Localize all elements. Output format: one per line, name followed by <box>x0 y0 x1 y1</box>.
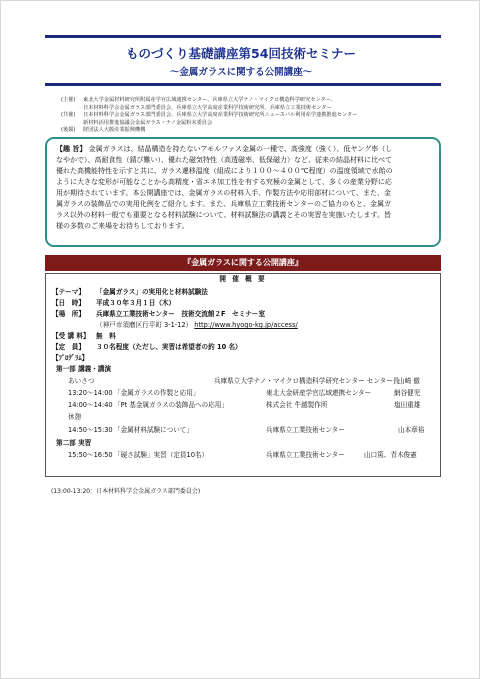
part1-heading: 第一部 講義・講演 <box>56 365 112 373</box>
organizer-row: (後援) 財団法人大阪産業振興機構 <box>61 127 146 134</box>
event-details-box: 開 催 概 要 【テーマ】 「金属ガラス」の実用化と材料試験法 【日 時】 平成３０年３月１日（木） 【場 所】 兵庫県立工業技術センター 技術交流館２F セミナー室 （神戸市須磨区行平町 3-1-12） http://www.hyogo-kg.jp/access/ 【受 講 料】 無 料 【定 員】 ３０名程度（ただし、実習は希望者の約 10 名） 【ﾌﾟﾛｸﾞﾗﾑ】 第一部 講義・講演 あいさつ 兵庫県立大学ナノ・マイクロ構造科学研究センター センター長 山崎 徹 13:20～14:00 「金属ガラスの作製と応用」 東北大金研産学官広域連携センター 網谷健児 14:00～14:40 「Pt 基金属ガラスの装飾品への応用」 株式会社 牛越製作所 塩田重雄 休憩 14:50～15:30 「金属材料試験について」 兵庫県立工業技術センター 山本章裕 第二部 実習 15:50～16:50 「硬さ試験」実習（定員10名） 兵庫県立工業技術センター 山口篤、青木俊憲 <box>45 273 441 477</box>
address-row: （神戸市須磨区行平町 3-1-12） http://www.hyogo-kg.jp/access/ <box>96 321 298 329</box>
seminar-subtitle: ～金属ガラスに関する公開講座～ <box>169 67 313 78</box>
top-rule <box>45 35 441 38</box>
purpose-box <box>45 137 441 247</box>
purpose-line: ように大きな変形が可能なことから高精度・省エネ加工性を有する究極の金属として、多くの産業分野に応 <box>56 178 392 186</box>
organizer-list <box>61 97 441 135</box>
purpose-line: 優れた高機能特性を示すと共に、ガラス遷移温度（組成により１００～４００℃程度）の温度領域で水飴の <box>56 167 393 175</box>
details-heading: 開 催 概 要 <box>219 275 267 283</box>
footnote: (13:00-13:20：日本材料科学会金属ガラス部門委員会) <box>51 488 201 495</box>
organizer-row: 新材料活用推進協議会金属ガラス・ナノ金属粉末委員会 <box>83 119 213 126</box>
organizer-row: (共催) 日本材料科学会金属ガラス部門委員会、兵庫県立大学高度産業科学技術研究所ニュースバル利用産学連携推進センター <box>61 112 358 119</box>
theme-row: 【テーマ】 「金属ガラス」の実用化と材料試験法 <box>52 288 208 296</box>
seminar-title: ものづくり基礎講座第54回技術セミナー <box>126 46 356 61</box>
date-row: 【日 時】 平成３０年３月１日（木） <box>52 299 176 307</box>
organizer-row: 日本材料科学会金属ガラス部門委員会、兵庫県立大学高度産業科学技術研究所、兵庫県立工業技術センター <box>83 104 332 111</box>
fee-row: 【受 講 料】 無 料 <box>52 332 116 340</box>
organizer-row: (主催) 東北大学金属材料研究所附属産学官広域連携センター、兵庫県立大学ナノ・マイクロ構造科学研究センター、 <box>61 97 336 103</box>
program-label: 【ﾌﾟﾛｸﾞﾗﾑ】 <box>52 354 89 362</box>
purpose-line: 用が期待されています。本公開講座では、金属ガラスの材料入手、作製方法や応用部材について、また、金 <box>56 189 391 197</box>
section-banner: 『金属ガラスに関する公開講座』 <box>45 255 441 271</box>
purpose-line: 属ガラスの装飾品での実用化例をご紹介します。また、兵庫県立工業技術センターのご協力のもと、金属ガ <box>56 200 391 208</box>
purpose-header: 【趣 旨】 <box>56 145 87 153</box>
part2-heading: 第二部 実習 <box>56 439 92 447</box>
capacity-row: 【定 員】 ３０名程度（ただし、実習は希望者の約 10 名） <box>52 343 242 351</box>
purpose-line: ラス以外の材料一般でも重要となる材料試験について、材料試験法の講義とその実習を実施いたします。皆 <box>56 211 391 219</box>
purpose-line: なやかで）、高耐食性（錆び難い）、優れた磁気特性（高透磁率、低保磁力）など、従来の結晶材料に比べて <box>56 156 392 164</box>
purpose-line: 【趣 旨】 金属ガラスは、結晶構造を持たないアモルファス金属の一種で、高強度（強く）、低ヤング率（し <box>56 145 393 153</box>
purpose-line: 様の多数のご来場をお待ちしております。 <box>56 222 189 230</box>
access-link[interactable]: http://www.hyogo-kg.jp/access/ <box>194 321 298 329</box>
title-rule <box>45 83 441 86</box>
place-row: 【場 所】 兵庫県立工業技術センター 技術交流館２F セミナー室 <box>52 310 266 318</box>
